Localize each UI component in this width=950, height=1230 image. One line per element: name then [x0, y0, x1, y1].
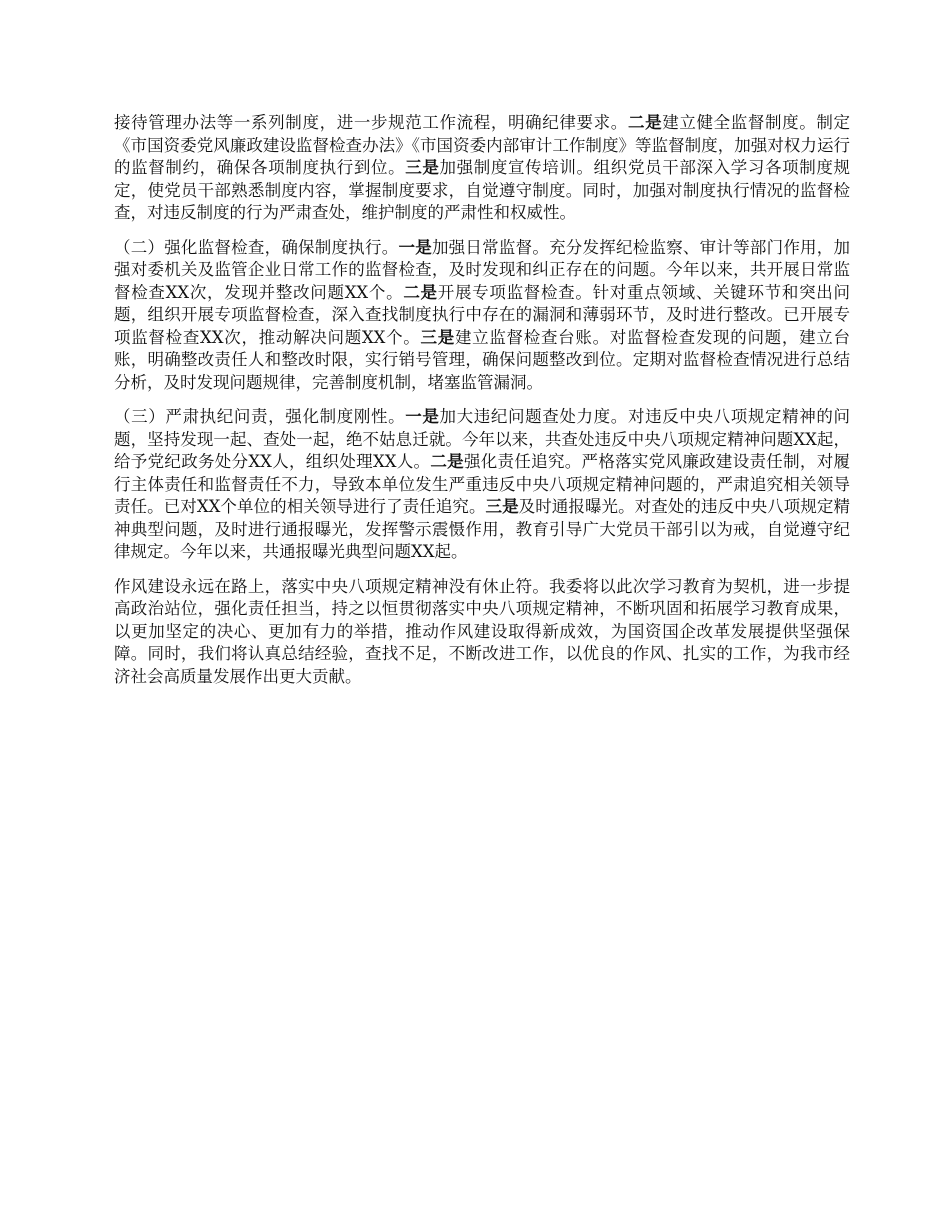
- paragraph-text: 作风建设永远在路上，落实中央八项规定精神没有休止符。我委将以此次学习教育为契机，进一步提高政治站位，强化责任担当，持之以恒贯彻落实中央八项规定精神，不断巩固和拓展学习教育成果，以更加坚定的决心、更加有力的举措，推动作风建设取得新成效，为国资国企改革发展提供坚强保障。同时，我们将认真总结经验，查找不足，不断改进工作，以优良的作风、扎实的工作，为我市经济社会高质量发展作出更大贡献。: [114, 576, 850, 686]
- paragraph-text: 加强日常监督。充分发挥纪检监察、审计等部门作用，加强对委机关及监管企业日常工作的监督检查，及时发现和纠正存在的问题。今年以来，共开展日常监督检查XX次，发现并整改问题XX个。: [114, 237, 851, 302]
- paragraph-2: [114, 237, 850, 395]
- emphasis-text: 三是: [405, 158, 440, 177]
- paragraph-4: [114, 576, 850, 689]
- paragraph-3: [114, 406, 850, 564]
- paragraph-text: 加强制度宣传培训。组织党员干部深入学习各项制度规定，使党员干部熟悉制度内容，掌握制度要求，自觉遵守制度。同时，加强对制度执行情况的监督检查，对违反制度的行为严肃查处，维护制度的严肃性和权威性。: [114, 158, 851, 222]
- emphasis-text: 二是: [403, 282, 438, 302]
- emphasis-text: 三是: [485, 497, 519, 516]
- section-heading: （二）强化监督检查，确保制度执行。: [114, 237, 399, 257]
- paragraph-text: 接待管理办法等一系列制度，进一步规范工作流程，明确纪律要求。: [114, 113, 628, 132]
- paragraph-text: 建立监督检查台账。对监督检查发现的问题，建立台账，明确整改责任人和整改时限，实行销号管理，确保问题整改到位。定期对监督检查情况进行总结分析，及时发现问题规律，完善制度机制，堵塞监管漏洞。: [114, 327, 850, 392]
- emphasis-text: 二是: [627, 113, 663, 132]
- paragraph-1: [114, 112, 850, 225]
- section-heading: （三）严肃执纪问责，强化制度刚性。: [114, 407, 406, 426]
- paragraph-text: 及时通报曝光。对查处的违反中央八项规定精神典型问题，及时进行通报曝光，发挥警示震慑作用，教育引导广大党员干部引以为戒，自觉遵守纪律规定。今年以来，共通报曝光典型问题XX起。: [114, 497, 850, 561]
- paragraph-text: 强化责任追究。严格落实党风廉政建设责任制，对履行主体责任和监督责任不力，导致本单位发生严重违反中央八项规定精神问题的，严肃追究相关领导责任。已对XX个单位的相关领导进行了责任追究。: [114, 452, 851, 516]
- emphasis-text: 三是: [420, 327, 455, 347]
- paragraph-text: 建立健全监督制度。制定《市国资委党风廉政建设监督检查办法》《市国资委内部审计工作制度》等监督制度，加强对权力运行的监督制约，确保各项制度执行到位。: [114, 113, 851, 177]
- emphasis-text: 一是: [405, 407, 440, 426]
- paragraph-text: 加大违纪问题查处力度。对违反中央八项规定精神的问题，坚持发现一起、查处一起，绝不姑息迁就。今年以来，共查处违反中央八项规定精神问题XX起，给予党纪政务处分XX人，组织处理XX人。: [114, 407, 851, 471]
- paragraph-text: 开展专项监督检查。针对重点领域、关键环节和突出问题，组织开展专项监督检查，深入查找制度执行中存在的漏洞和薄弱环节，及时进行整改。已开展专项监督检查XX次，推动解决问题XX个。: [114, 282, 851, 347]
- emphasis-text: 一是: [398, 237, 432, 257]
- document-body: [114, 112, 850, 700]
- emphasis-text: 二是: [430, 452, 464, 471]
